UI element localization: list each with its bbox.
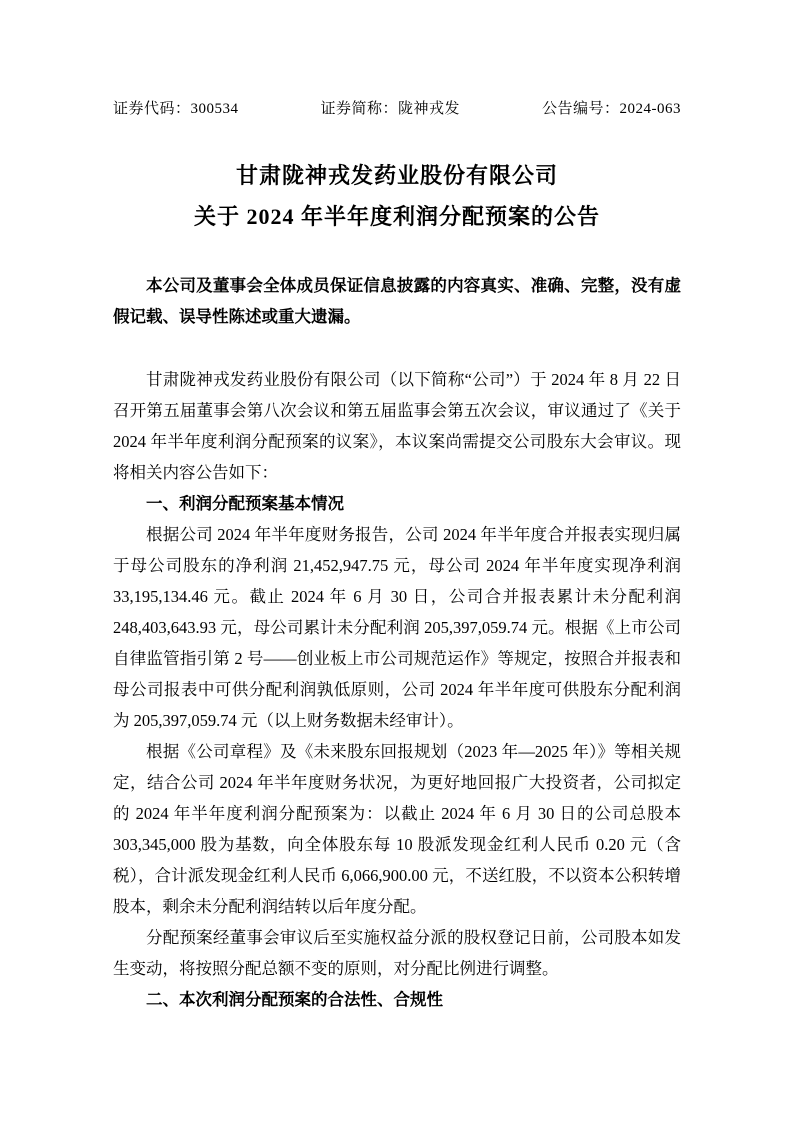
section-heading-plan-basics: 一、利润分配预案基本情况 [146,494,344,513]
paragraph-financial-figures: 根据公司 2024 年半年度财务报告，公司 2024 年半年度合并报表实现归属于母公司股东的净利润 21,452,947.75 元，母公司 2024 年半年度实现净利润 33,195,134.46 元。截止 2024 年 6 月 30 日，公司合并报表累计未分配利润 248,403,643.93 元，母公司累计未分配利润 205,397,059.74 元。根据《上市公司自律监管指引第 2 号——创业板上市公司规范运作》等规定，按照合并报表和母公司报表中可供分配利润孰低原则，公司 2024 年半年度可供股东分配利润为 205,397,059.74 元（以上财务数据未经审计）。 [113,525,681,730]
document-header [113,99,681,119]
title-block [113,155,681,237]
announcement-number-label: 公告编号：2024-063 [542,101,681,117]
disclaimer-notice: 本公司及董事会全体成员保证信息披露的内容真实、准确、完整，没有虚假记载、误导性陈述或重大遗漏。 [113,276,681,326]
announcement-subject-title: 关于 2024 年半年度利润分配预案的公告 [193,204,600,229]
stock-code-label: 证券代码：300534 [113,101,239,117]
paragraph-distribution-plan: 根据《公司章程》及《未来股东回报规划（2023 年—2025 年）》等相关规定，结合公司 2024 年半年度财务状况，为更好地回报广大投资者，公司拟定的 2024 年半年度利润分配预案为：以截止 2024 年 6 月 30 日的公司总股本 303,345,000 股为基数，向全体股东每 10 股派发现金红利人民币 0.20 元（含税），合计派发现金红利人民币 6,066,900.00 元，不送红股，不以资本公积转增股本，剩余未分配利润结转以后年度分配。 [113,742,681,916]
paragraph-adjustment-rule: 分配预案经董事会审议后至实施权益分派的股权登记日前，公司股本如发生变动，将按照分配总额不变的原则，对分配比例进行调整。 [113,928,681,978]
paragraph-meeting-intro: 甘肃陇神戎发药业股份有限公司（以下简称“公司”）于 2024 年 8 月 22 日召开第五届董事会第八次会议和第五届监事会第五次会议，审议通过了《关于 2024 年半年度利润分配预案的议案》，本议案尚需提交公司股东大会审议。现将相关内容公告如下： [113,370,681,482]
section-heading-legality: 二、本次利润分配预案的合法性、合规性 [146,990,443,1009]
stock-abbr-label: 证券简称：陇神戎发 [320,101,461,117]
company-name-title: 甘肃陇神戎发药业股份有限公司 [235,163,558,188]
document-body [113,364,681,1015]
